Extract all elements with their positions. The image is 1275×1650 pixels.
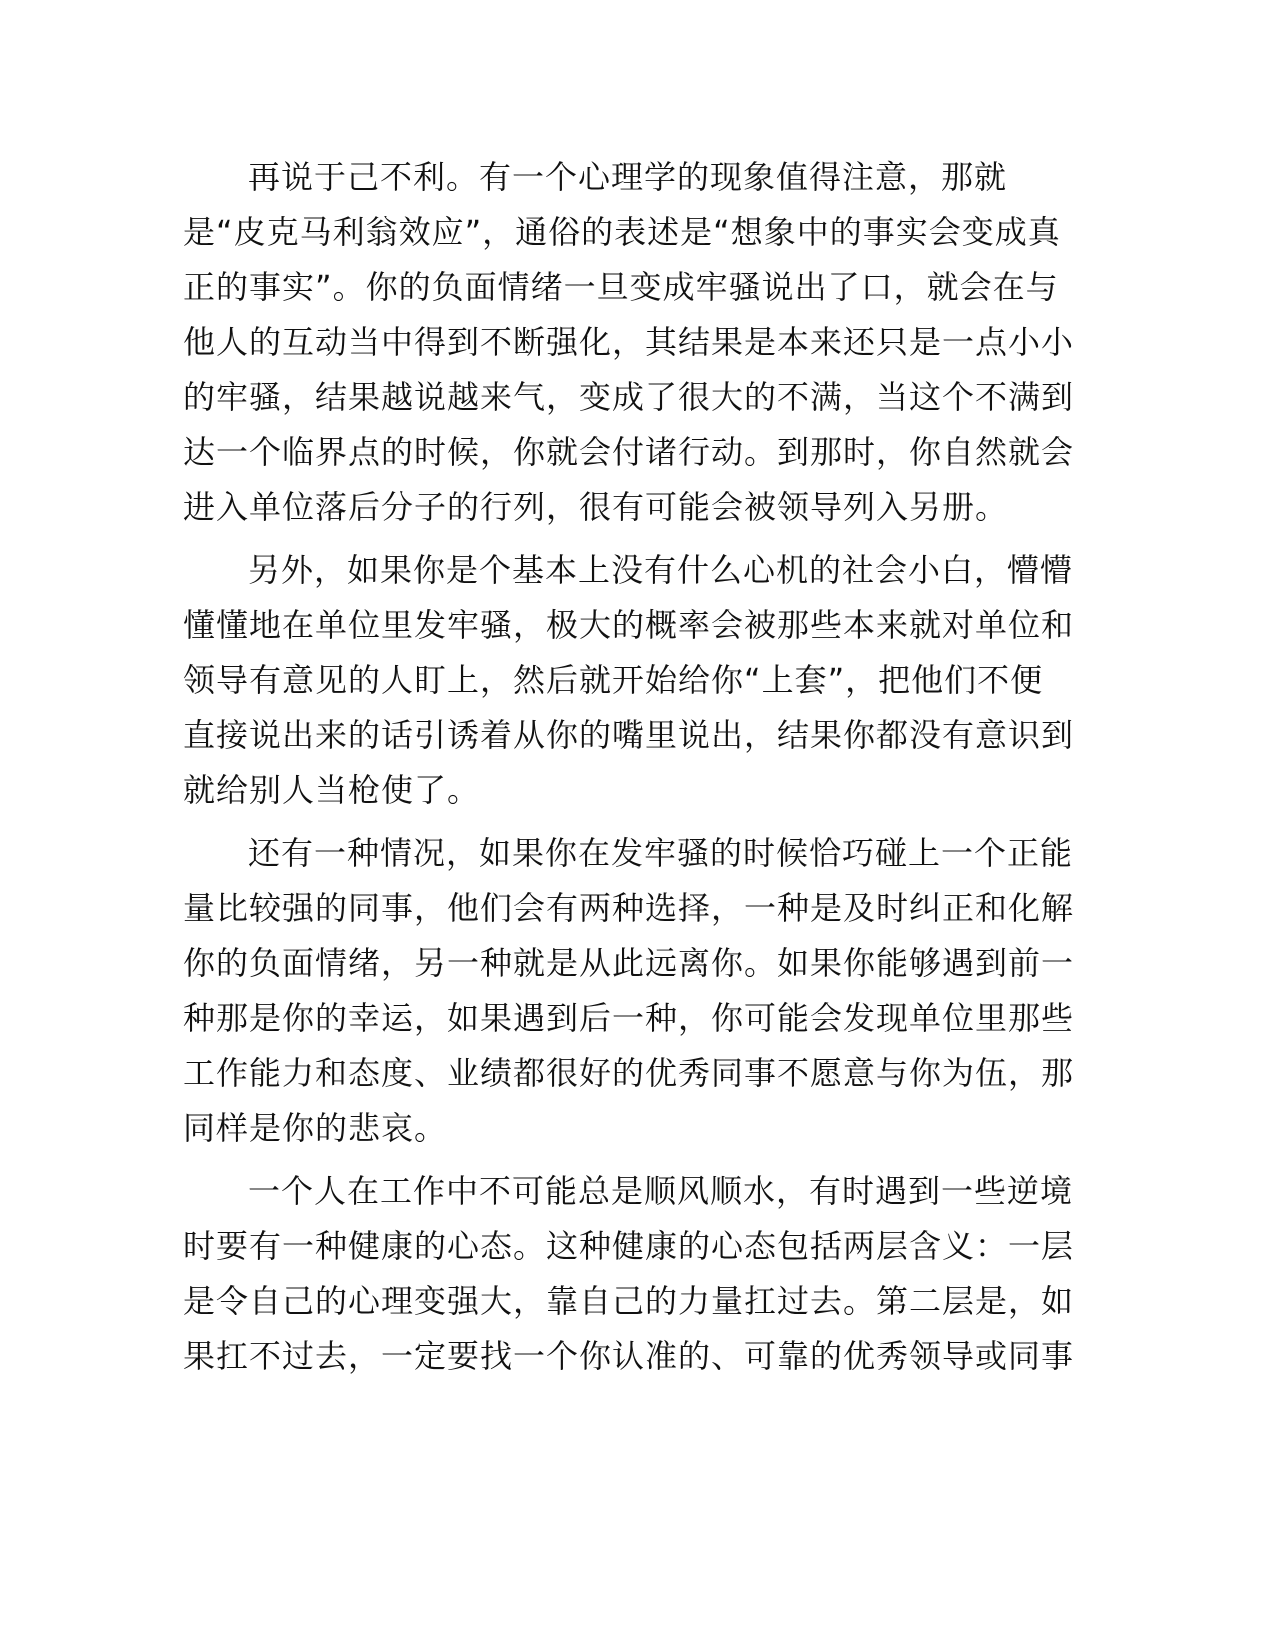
text-line: 果扛不过去，一定要找一个你认准的、可靠的优秀领导或同事: [183, 1337, 1075, 1375]
text-line: 另外，如果你是个基本上没有什么心机的社会小白，懵懵: [248, 551, 1074, 589]
text-line: 懂懂地在单位里发牢骚，极大的概率会被那些本来就对单位和: [183, 606, 1075, 644]
text-line: 是令自己的心理变强大，靠自己的力量扛过去。第二层是，如: [183, 1282, 1075, 1320]
text-line: 还有一种情况，如果你在发牢骚的时候恰巧碰上一个正能: [248, 834, 1074, 872]
text-line: 时要有一种健康的心态。这种健康的心态包括两层含义：一层: [183, 1227, 1075, 1265]
text-line: 同样是你的悲哀。: [183, 1109, 448, 1147]
paragraph-spacer: [183, 818, 1083, 826]
paragraph-2: [183, 543, 1083, 818]
text-line: 达一个临界点的时候，你就会付诸行动。到那时，你自然就会: [183, 433, 1075, 471]
text-line: 领导有意见的人盯上，然后就开始给你“上套”，把他们不便: [183, 661, 1044, 699]
text-line: 一个人在工作中不可能总是顺风顺水，有时遇到一些逆境: [248, 1172, 1074, 1210]
text-line: 直接说出来的话引诱着从你的嘴里说出，结果你都没有意识到: [183, 716, 1075, 754]
paragraph-spacer: [183, 1156, 1083, 1164]
paragraph-spacer: [183, 535, 1083, 543]
text-line: 进入单位落后分子的行列，很有可能会被领导列入另册。: [183, 488, 1009, 526]
paragraph-1: [183, 150, 1083, 535]
text-line: 种那是你的幸运，如果遇到后一种，你可能会发现单位里那些: [183, 999, 1075, 1037]
text-line: 他人的互动当中得到不断强化，其结果是本来还只是一点小小: [183, 323, 1075, 361]
text-line: 量比较强的同事，他们会有两种选择，一种是及时纠正和化解: [183, 889, 1075, 927]
document-body: [183, 150, 1083, 1384]
paragraph-4: [183, 1164, 1083, 1384]
text-line: 的牢骚，结果越说越来气，变成了很大的不满，当这个不满到: [183, 378, 1075, 416]
text-line: 工作能力和态度、业绩都很好的优秀同事不愿意与你为伍，那: [183, 1054, 1075, 1092]
paragraph-3: [183, 826, 1083, 1156]
text-line: 再说于己不利。有一个心理学的现象值得注意，那就: [248, 158, 1008, 196]
text-line: 你的负面情绪，另一种就是从此远离你。如果你能够遇到前一: [183, 944, 1075, 982]
text-line: 就给别人当枪使了。: [183, 771, 481, 809]
text-line: 正的事实”。你的负面情绪一旦变成牢骚说出了口，就会在与: [183, 268, 1059, 306]
text-line: 是“皮克马利翁效应”，通俗的表述是“想象中的事实会变成真: [183, 213, 1061, 251]
